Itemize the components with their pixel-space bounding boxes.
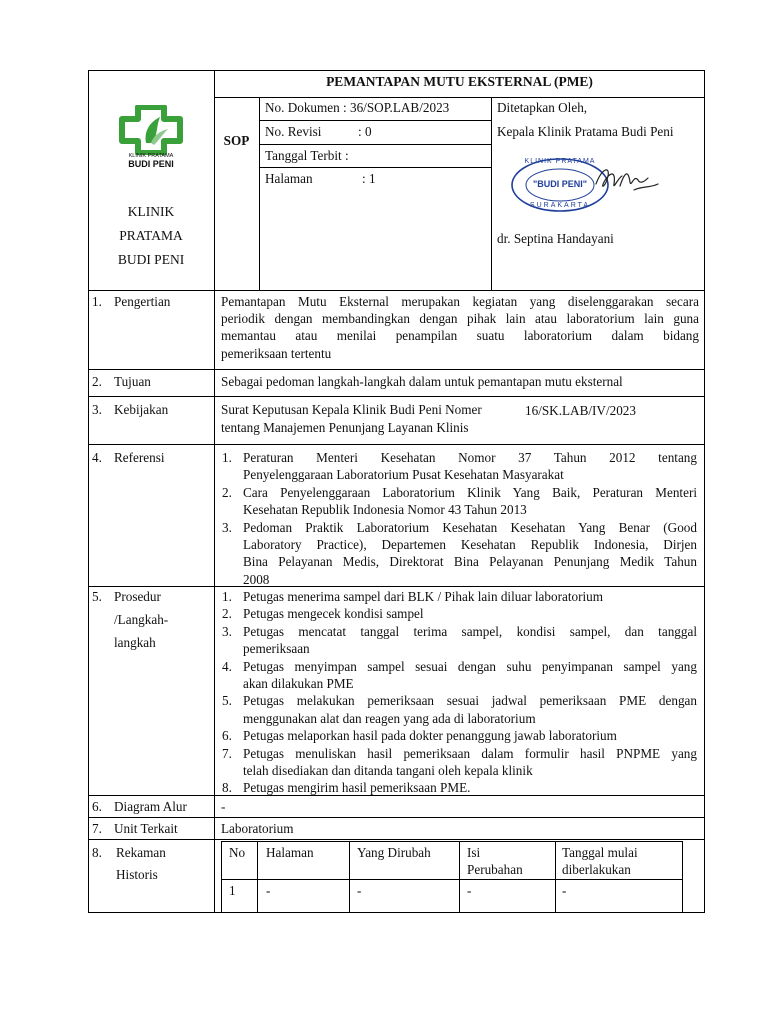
list-item: 2. Cara Penyelenggaraan Laboratorium Klinik Yang Baik, Peraturan Menteri Kesehatan Republik Indonesia Nomor 43 Tahun 2013: [222, 484, 697, 518]
signature-icon: [590, 160, 662, 200]
list-item: 7. Petugas menuliskan hasil pemeriksaan dalam formulir hasil PNPME yang telah disediakan dan ditanda tangani oleh kepala klinik: [222, 745, 697, 779]
unit-label: Unit Terkait: [114, 821, 178, 836]
clinic-name-line-3: BUDI PENI: [117, 252, 185, 267]
rekaman-header-perubahan: Perubahan: [467, 862, 523, 877]
prosedur-label-2: /Langkah-: [114, 612, 169, 627]
title-underline: [214, 97, 705, 98]
unit-value: Laboratorium: [221, 821, 294, 836]
pengertian-line-3: memantau atau menilai penampilan suatu laboratorium dalam bidang: [221, 328, 699, 343]
list-item: 3. Pedoman Praktik Laboratorium Kesehatan Kesehatan Yang Benar (Good Laboratory Practice), Departemen Kesehatan Republik Indonesia, Dirjen Bina Pelayanan Medis, Direktorat Bina Pelayanan Penunjang Medik Tahun 2008: [222, 519, 697, 587]
kebijakan-line-1b: 16/SK.LAB/IV/2023: [525, 403, 636, 418]
pengertian-line-1: Pemantapan Mutu Eksternal merupakan kegiatan yang diselenggarakan secara: [221, 294, 699, 309]
logo-caption-large: BUDI PENI: [128, 159, 174, 169]
rekaman-label-1: Rekaman: [116, 845, 166, 860]
no-revisi-value: : 0: [358, 124, 372, 139]
document-title: PEMANTAPAN MUTU EKSTERNAL (PME): [326, 74, 593, 89]
rekaman-col-line-3: [459, 841, 460, 913]
rekaman-table-left: [221, 841, 222, 913]
rekaman-cell-no: 1: [229, 883, 236, 898]
diagram-number: 6.: [92, 799, 102, 814]
list-item: 2. Petugas mengecek kondisi sampel: [222, 606, 424, 622]
rekaman-header-diberlakukan: diberlakukan: [562, 862, 631, 877]
logo-caption-small: KLINIK PRATAMA: [128, 153, 174, 159]
kebijakan-line-1a: Surat Keputusan Kepala Klinik Budi Peni Nomer: [221, 402, 482, 417]
row-line-kebijakan: [88, 444, 705, 445]
rekaman-cell-halaman: -: [266, 883, 271, 898]
referensi-list: [222, 449, 697, 588]
rekaman-col-line-2: [349, 841, 350, 913]
prosedur-label-1: Prosedur: [114, 589, 161, 604]
docinfo-row-line-1: [259, 120, 491, 121]
header-divider-vertical: [214, 70, 215, 291]
stamp-center-text: "BUDI PENI": [532, 179, 588, 189]
rekaman-cell-yang-dirubah: -: [357, 883, 362, 898]
pengertian-line-4: pemeriksaan tertentu: [221, 346, 332, 361]
list-item: 3. Petugas mencatat tanggal terima sampel, kondisi sampel, dan tanggal pemeriksaan: [222, 623, 697, 657]
rekaman-header-yang-dirubah: Yang Dirubah: [357, 845, 431, 860]
clinic-logo: [118, 105, 184, 167]
kebijakan-line-2: tentang Manajemen Penunjang Layanan Klinis: [221, 420, 469, 435]
no-dokumen: No. Dokumen : 36/SOP.LAB/2023: [265, 100, 450, 115]
stamp-bottom-text: SURAKARTA: [529, 202, 591, 209]
diagram-label: Diagram Alur: [114, 799, 187, 814]
prosedur-label-3: langkah: [114, 635, 156, 650]
sop-label: SOP: [223, 133, 250, 148]
diagram-value: -: [221, 799, 226, 814]
rekaman-table-header-line: [221, 879, 683, 880]
pengertian-line-2: periodik dengan membandingkan dengan pihak lain atau laboratorium lain guna: [221, 311, 699, 326]
referensi-number: 4.: [92, 450, 102, 465]
clinic-name-line-2: PRATAMA: [119, 228, 183, 243]
table-border-top: [88, 70, 705, 71]
row-line-tujuan: [88, 396, 705, 397]
list-item: 4. Petugas menyimpan sampel sesuai dengan suhu penyimpanan sampel yang akan dilakukan PME: [222, 658, 697, 692]
rekaman-header-halaman: Halaman: [266, 845, 314, 860]
kebijakan-number: 3.: [92, 402, 102, 417]
rekaman-header-isi: Isi: [467, 845, 481, 860]
clinic-name-line-1: KLINIK: [127, 204, 175, 219]
rekaman-col-line-4: [555, 841, 556, 913]
prosedur-number: 5.: [92, 589, 102, 604]
rekaman-header-tanggal: Tanggal mulai: [562, 845, 638, 860]
rekaman-cell-isi: -: [467, 883, 472, 898]
rekaman-header-no: No: [229, 845, 246, 860]
tujuan-text: Sebagai pedoman langkah-langkah dalam untuk pemantapan mutu eksternal: [221, 374, 623, 389]
list-item: 1. Petugas menerima sampel dari BLK / Pihak lain diluar laboratorium: [222, 589, 604, 604]
row-line-unit: [88, 839, 705, 840]
green-cross-icon: [118, 105, 184, 155]
rekaman-cell-tanggal: -: [562, 883, 567, 898]
signer-name: dr. Septina Handayani: [497, 231, 614, 246]
docinfo-column-divider: [491, 97, 492, 291]
no-revisi-label: No. Revisi: [265, 124, 322, 139]
tujuan-label: Tujuan: [114, 374, 151, 389]
table-border-bottom: [88, 912, 705, 913]
kepala-klinik: Kepala Klinik Pratama Budi Peni: [497, 124, 674, 139]
unit-number: 7.: [92, 821, 102, 836]
list-item: 5. Petugas melakukan pemeriksaan sesuai jadwal pemeriksaan PME dengan menggunakan alat dan reagen yang ada di laboratorium: [222, 693, 697, 726]
prosedur-list: [222, 588, 697, 797]
stamp-top-text: KLINIK PRATAMA: [524, 158, 596, 165]
tanggal-terbit: Tanggal Terbit :: [265, 148, 349, 163]
pengertian-number: 1.: [92, 294, 102, 309]
row-line-pengertian: [88, 369, 705, 370]
rekaman-label-2: Historis: [116, 867, 158, 882]
ditetapkan-oleh: Ditetapkan Oleh,: [497, 100, 588, 115]
halaman-value: : 1: [362, 171, 376, 186]
rekaman-number: 8.: [92, 845, 102, 860]
referensi-label: Referensi: [114, 450, 165, 465]
rekaman-table-top: [221, 841, 683, 842]
sop-column-divider: [259, 97, 260, 291]
header-bottom-line: [88, 290, 705, 291]
table-border-left: [88, 70, 89, 913]
table-border-right: [704, 70, 705, 913]
list-item: 8. Petugas mengirim hasil pemeriksaan PME.: [222, 780, 471, 796]
list-item: 6. Petugas melaporkan hasil pada dokter penanggung jawab laboratorium: [222, 728, 617, 744]
halaman-label: Halaman: [265, 171, 313, 186]
list-item: 1. Peraturan Menteri Kesehatan Nomor 37 Tahun 2012 tentang Penyelenggaraan Laboratorium Pusat Kesehatan Masyarakat: [222, 450, 697, 483]
tujuan-number: 2.: [92, 374, 102, 389]
docinfo-row-line-3: [259, 167, 491, 168]
kebijakan-label: Kebijakan: [114, 402, 169, 417]
row-line-diagram: [88, 817, 705, 818]
label-column-divider: [214, 290, 215, 913]
pengertian-label: Pengertian: [114, 294, 171, 309]
docinfo-row-line-2: [259, 144, 491, 145]
rekaman-col-line-1: [257, 841, 258, 913]
rekaman-table-right: [682, 841, 683, 913]
